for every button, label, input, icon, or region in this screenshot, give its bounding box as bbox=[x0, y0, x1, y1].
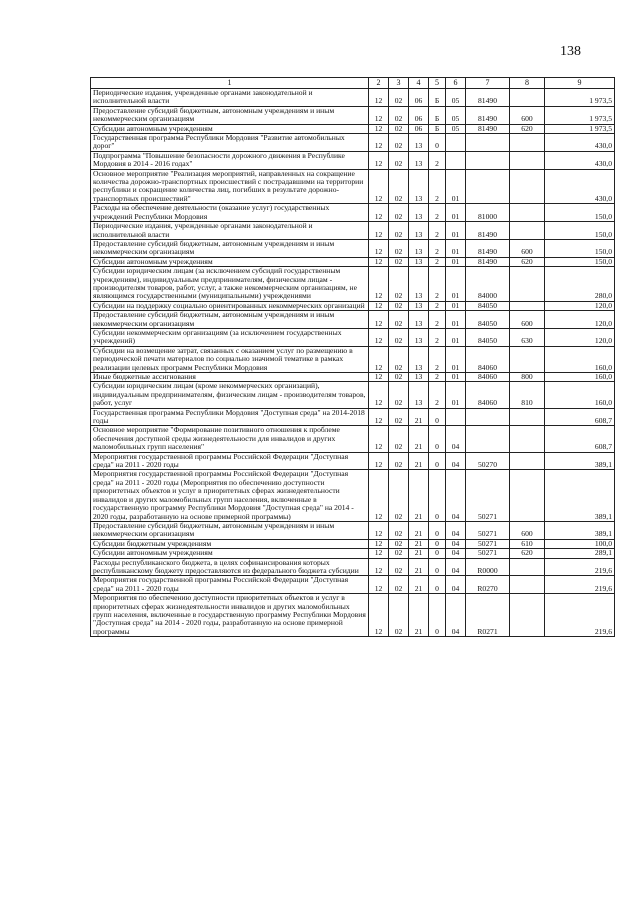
amount-cell: 160,0 bbox=[545, 373, 615, 382]
subprogram-code-cell: Б bbox=[429, 106, 446, 124]
direction-code-cell: 81490 bbox=[466, 89, 510, 107]
subprogram-code-cell: 0 bbox=[429, 594, 446, 637]
row-name-cell: Субсидии на возмещение затрат, связанных с оказанием услуг по размещению в периодической печати материалов по социально значимой тематике в рамках реализации целевых программ Республики Мордовия bbox=[91, 346, 369, 372]
direction-code-cell: 84000 bbox=[466, 267, 510, 302]
amount-cell: 389,1 bbox=[545, 521, 615, 539]
direction-code-cell bbox=[466, 169, 510, 204]
expense-type-code-cell: 630 bbox=[510, 328, 545, 346]
subprogram-code-cell: 2 bbox=[429, 301, 446, 310]
table-row bbox=[91, 521, 615, 539]
subprogram-code-cell: 0 bbox=[429, 452, 446, 470]
row-name-cell: Субсидии автономным учреждениям bbox=[91, 124, 369, 133]
expense-type-code-cell: 620 bbox=[510, 549, 545, 558]
row-name-cell: Субсидии бюджетным учреждениям bbox=[91, 539, 369, 548]
program-code-cell: 21 bbox=[409, 539, 429, 548]
expense-type-code-cell bbox=[510, 169, 545, 204]
event-code-cell: 01 bbox=[446, 311, 466, 329]
direction-code-cell: 84050 bbox=[466, 301, 510, 310]
program-code-cell: 13 bbox=[409, 239, 429, 257]
table-row bbox=[91, 594, 615, 637]
expense-type-code-cell: 600 bbox=[510, 239, 545, 257]
subsection-code-cell: 02 bbox=[389, 558, 409, 576]
event-code-cell bbox=[446, 408, 466, 426]
header-cell: 5 bbox=[429, 78, 446, 89]
amount-cell: 120,0 bbox=[545, 311, 615, 329]
amount-cell: 389,1 bbox=[545, 470, 615, 521]
section-code-cell: 12 bbox=[369, 426, 389, 452]
table-row bbox=[91, 558, 615, 576]
program-code-cell: 13 bbox=[409, 151, 429, 169]
subprogram-code-cell: 0 bbox=[429, 470, 446, 521]
subsection-code-cell: 02 bbox=[389, 311, 409, 329]
table-row bbox=[91, 549, 615, 558]
section-code-cell: 12 bbox=[369, 257, 389, 266]
event-code-cell: 01 bbox=[446, 373, 466, 382]
section-code-cell: 12 bbox=[369, 151, 389, 169]
subprogram-code-cell: 0 bbox=[429, 539, 446, 548]
expense-type-code-cell: 800 bbox=[510, 373, 545, 382]
table-row bbox=[91, 576, 615, 594]
amount-cell: 280,0 bbox=[545, 267, 615, 302]
program-code-cell: 06 bbox=[409, 124, 429, 133]
amount-cell: 120,0 bbox=[545, 328, 615, 346]
amount-cell: 100,0 bbox=[545, 539, 615, 548]
section-code-cell: 12 bbox=[369, 328, 389, 346]
event-code-cell bbox=[446, 151, 466, 169]
table-row bbox=[91, 239, 615, 257]
table-header-row bbox=[91, 78, 615, 89]
program-code-cell: 13 bbox=[409, 267, 429, 302]
expense-type-code-cell bbox=[510, 301, 545, 310]
program-code-cell: 13 bbox=[409, 169, 429, 204]
row-name-cell: Периодические издания, учрежденные органами законодательной и исполнительной власти bbox=[91, 222, 369, 240]
section-code-cell: 12 bbox=[369, 106, 389, 124]
program-code-cell: 21 bbox=[409, 521, 429, 539]
row-name-cell: Предоставление субсидий бюджетным, автономным учреждениям и иным некоммерческим организациям bbox=[91, 311, 369, 329]
table-row bbox=[91, 470, 615, 521]
expense-type-code-cell: 620 bbox=[510, 124, 545, 133]
section-code-cell: 12 bbox=[369, 311, 389, 329]
row-name-cell: Подпрограмма "Повышение безопасности дорожного движения в Республике Мордовия в 2014 - 2016 годах" bbox=[91, 151, 369, 169]
amount-cell: 1 973,5 bbox=[545, 89, 615, 107]
section-code-cell: 12 bbox=[369, 576, 389, 594]
event-code-cell: 04 bbox=[446, 549, 466, 558]
table-row bbox=[91, 267, 615, 302]
table-row bbox=[91, 89, 615, 107]
table-row bbox=[91, 452, 615, 470]
direction-code-cell: R0271 bbox=[466, 594, 510, 637]
page-number: 138 bbox=[560, 44, 581, 59]
event-code-cell: 04 bbox=[446, 558, 466, 576]
header-cell: 1 bbox=[91, 78, 369, 89]
expense-type-code-cell bbox=[510, 346, 545, 372]
amount-cell: 289,1 bbox=[545, 549, 615, 558]
subprogram-code-cell: 0 bbox=[429, 558, 446, 576]
row-name-cell: Расходы на обеспечение деятельности (оказание услуг) государственных учреждений Республики Мордовия bbox=[91, 204, 369, 222]
program-code-cell: 06 bbox=[409, 89, 429, 107]
event-code-cell: 04 bbox=[446, 576, 466, 594]
program-code-cell: 13 bbox=[409, 311, 429, 329]
section-code-cell: 12 bbox=[369, 204, 389, 222]
event-code-cell: 05 bbox=[446, 124, 466, 133]
expense-type-code-cell bbox=[510, 267, 545, 302]
program-code-cell: 21 bbox=[409, 470, 429, 521]
amount-cell: 430,0 bbox=[545, 151, 615, 169]
table-row bbox=[91, 311, 615, 329]
program-code-cell: 21 bbox=[409, 594, 429, 637]
amount-cell: 150,0 bbox=[545, 239, 615, 257]
subprogram-code-cell: 2 bbox=[429, 328, 446, 346]
subsection-code-cell: 02 bbox=[389, 521, 409, 539]
section-code-cell: 12 bbox=[369, 521, 389, 539]
expense-type-code-cell bbox=[510, 594, 545, 637]
row-name-cell: Субсидии юридическим лицам (кроме некоммерческих организаций), индивидуальным предпринимателям, физическим лицам - производителям товаров, работ, услуг bbox=[91, 382, 369, 408]
amount-cell: 150,0 bbox=[545, 204, 615, 222]
row-name-cell: Мероприятия по обеспечению доступности приоритетных объектов и услуг в приоритетных сферах жизнедеятельности инвалидов и других маломобильных групп населения, включенные в государственную программу Республики Мордовия "Доступная среда" на 2014 - 2020 годы, разработанную на основе примерной программы bbox=[91, 594, 369, 637]
row-name-cell: Предоставление субсидий бюджетным, автономным учреждениям и иным некоммерческим организациям bbox=[91, 521, 369, 539]
program-code-cell: 13 bbox=[409, 222, 429, 240]
direction-code-cell: 50271 bbox=[466, 539, 510, 548]
subsection-code-cell: 02 bbox=[389, 470, 409, 521]
subsection-code-cell: 02 bbox=[389, 134, 409, 152]
subsection-code-cell: 02 bbox=[389, 151, 409, 169]
table-row bbox=[91, 169, 615, 204]
subprogram-code-cell: 2 bbox=[429, 222, 446, 240]
table-row bbox=[91, 426, 615, 452]
budget-table bbox=[90, 77, 615, 637]
subsection-code-cell: 02 bbox=[389, 452, 409, 470]
event-code-cell: 05 bbox=[446, 106, 466, 124]
header-cell: 4 bbox=[409, 78, 429, 89]
program-code-cell: 21 bbox=[409, 452, 429, 470]
table-row bbox=[91, 222, 615, 240]
section-code-cell: 12 bbox=[369, 470, 389, 521]
subprogram-code-cell: 2 bbox=[429, 382, 446, 408]
amount-cell: 120,0 bbox=[545, 301, 615, 310]
amount-cell: 430,0 bbox=[545, 169, 615, 204]
subsection-code-cell: 02 bbox=[389, 257, 409, 266]
subsection-code-cell: 02 bbox=[389, 594, 409, 637]
subsection-code-cell: 02 bbox=[389, 576, 409, 594]
expense-type-code-cell: 620 bbox=[510, 257, 545, 266]
expense-type-code-cell bbox=[510, 558, 545, 576]
amount-cell: 1 973,5 bbox=[545, 124, 615, 133]
subprogram-code-cell: 2 bbox=[429, 257, 446, 266]
direction-code-cell: 84050 bbox=[466, 311, 510, 329]
event-code-cell: 04 bbox=[446, 521, 466, 539]
header-cell: 2 bbox=[369, 78, 389, 89]
event-code-cell: 04 bbox=[446, 539, 466, 548]
subsection-code-cell: 02 bbox=[389, 328, 409, 346]
expense-type-code-cell: 600 bbox=[510, 106, 545, 124]
section-code-cell: 12 bbox=[369, 373, 389, 382]
row-name-cell: Государственная программа Республики Мордовия "Доступная среда" на 2014-2018 годы bbox=[91, 408, 369, 426]
program-code-cell: 21 bbox=[409, 576, 429, 594]
program-code-cell: 13 bbox=[409, 373, 429, 382]
subsection-code-cell: 02 bbox=[389, 267, 409, 302]
direction-code-cell: 81490 bbox=[466, 257, 510, 266]
table-row bbox=[91, 106, 615, 124]
subprogram-code-cell: 2 bbox=[429, 169, 446, 204]
program-code-cell: 21 bbox=[409, 549, 429, 558]
amount-cell: 150,0 bbox=[545, 222, 615, 240]
amount-cell: 219,6 bbox=[545, 558, 615, 576]
subprogram-code-cell: 0 bbox=[429, 549, 446, 558]
row-name-cell: Субсидии юридическим лицам (за исключением субсидий государственным учреждениям), индивидуальным предпринимателям, физическим лицам - производителям товаров, работ, услуг, а также некоммерческим организациям, не являющимся государственными (муниципальными) учреждениями bbox=[91, 267, 369, 302]
row-name-cell: Мероприятия государственной программы Российской Федерации "Доступная среда" на 2011 - 2020 годы bbox=[91, 452, 369, 470]
row-name-cell: Расходы республиканского бюджета, в целях софинансирования которых республиканскому бюджету предоставляются из федерального бюджета субсидии bbox=[91, 558, 369, 576]
row-name-cell: Субсидии автономным учреждениям bbox=[91, 257, 369, 266]
event-code-cell: 05 bbox=[446, 89, 466, 107]
event-code-cell: 01 bbox=[446, 328, 466, 346]
program-code-cell: 13 bbox=[409, 134, 429, 152]
subsection-code-cell: 02 bbox=[389, 89, 409, 107]
program-code-cell: 13 bbox=[409, 346, 429, 372]
expense-type-code-cell: 600 bbox=[510, 311, 545, 329]
section-code-cell: 12 bbox=[369, 382, 389, 408]
program-code-cell: 13 bbox=[409, 257, 429, 266]
program-code-cell: 13 bbox=[409, 301, 429, 310]
table-row bbox=[91, 346, 615, 372]
section-code-cell: 12 bbox=[369, 134, 389, 152]
subsection-code-cell: 02 bbox=[389, 549, 409, 558]
event-code-cell: 01 bbox=[446, 204, 466, 222]
subprogram-code-cell: Б bbox=[429, 89, 446, 107]
subsection-code-cell: 02 bbox=[389, 239, 409, 257]
program-code-cell: 13 bbox=[409, 328, 429, 346]
event-code-cell: 04 bbox=[446, 470, 466, 521]
subsection-code-cell: 02 bbox=[389, 124, 409, 133]
event-code-cell: 04 bbox=[446, 426, 466, 452]
table-row bbox=[91, 134, 615, 152]
subprogram-code-cell: 0 bbox=[429, 521, 446, 539]
direction-code-cell: 84060 bbox=[466, 373, 510, 382]
table-row bbox=[91, 204, 615, 222]
direction-code-cell bbox=[466, 426, 510, 452]
row-name-cell: Субсидии автономным учреждениям bbox=[91, 549, 369, 558]
subsection-code-cell: 02 bbox=[389, 106, 409, 124]
program-code-cell: 21 bbox=[409, 426, 429, 452]
event-code-cell: 04 bbox=[446, 452, 466, 470]
table-row bbox=[91, 382, 615, 408]
row-name-cell: Государственная программа Республики Мордовия "Развитие автомобильных дорог" bbox=[91, 134, 369, 152]
event-code-cell: 01 bbox=[446, 346, 466, 372]
row-name-cell: Основное мероприятие "Реализация мероприятий, направленных на сокращение количества дорожно-транспортных происшествий с пострадавшими на территории республики и сокращение количества лиц, погибших в результате дорожно-транспортных происшествий" bbox=[91, 169, 369, 204]
program-code-cell: 13 bbox=[409, 204, 429, 222]
event-code-cell bbox=[446, 134, 466, 152]
subsection-code-cell: 02 bbox=[389, 539, 409, 548]
subsection-code-cell: 02 bbox=[389, 301, 409, 310]
row-name-cell: Предоставление субсидий бюджетным, автономным учреждениям и иным некоммерческим организациям bbox=[91, 106, 369, 124]
subprogram-code-cell: 2 bbox=[429, 151, 446, 169]
direction-code-cell: 50271 bbox=[466, 521, 510, 539]
subprogram-code-cell: 0 bbox=[429, 408, 446, 426]
section-code-cell: 12 bbox=[369, 301, 389, 310]
expense-type-code-cell bbox=[510, 151, 545, 169]
header-cell: 3 bbox=[389, 78, 409, 89]
section-code-cell: 12 bbox=[369, 169, 389, 204]
section-code-cell: 12 bbox=[369, 346, 389, 372]
row-name-cell: Предоставление субсидий бюджетным, автономным учреждениям и иным некоммерческим организациям bbox=[91, 239, 369, 257]
expense-type-code-cell bbox=[510, 204, 545, 222]
subprogram-code-cell: 2 bbox=[429, 267, 446, 302]
subprogram-code-cell: 2 bbox=[429, 346, 446, 372]
section-code-cell: 12 bbox=[369, 267, 389, 302]
header-cell: 9 bbox=[545, 78, 615, 89]
subsection-code-cell: 02 bbox=[389, 408, 409, 426]
section-code-cell: 12 bbox=[369, 89, 389, 107]
subprogram-code-cell: 0 bbox=[429, 134, 446, 152]
row-name-cell: Субсидии некоммерческим организациям (за исключением государственных учреждений) bbox=[91, 328, 369, 346]
direction-code-cell: 50271 bbox=[466, 470, 510, 521]
direction-code-cell: 84050 bbox=[466, 328, 510, 346]
program-code-cell: 13 bbox=[409, 382, 429, 408]
section-code-cell: 12 bbox=[369, 408, 389, 426]
direction-code-cell: 81490 bbox=[466, 239, 510, 257]
event-code-cell: 04 bbox=[446, 594, 466, 637]
amount-cell: 608,7 bbox=[545, 408, 615, 426]
expense-type-code-cell: 810 bbox=[510, 382, 545, 408]
event-code-cell: 01 bbox=[446, 257, 466, 266]
expense-type-code-cell bbox=[510, 134, 545, 152]
subprogram-code-cell: 2 bbox=[429, 311, 446, 329]
amount-cell: 389,1 bbox=[545, 452, 615, 470]
section-code-cell: 12 bbox=[369, 222, 389, 240]
event-code-cell: 01 bbox=[446, 169, 466, 204]
event-code-cell: 01 bbox=[446, 222, 466, 240]
subprogram-code-cell: 2 bbox=[429, 204, 446, 222]
expense-type-code-cell bbox=[510, 452, 545, 470]
row-name-cell: Основное мероприятие "Формирование позитивного отношения к проблеме обеспечения доступной среды жизнедеятельности для инвалидов и других маломобильных групп населения" bbox=[91, 426, 369, 452]
subsection-code-cell: 02 bbox=[389, 169, 409, 204]
direction-code-cell bbox=[466, 151, 510, 169]
row-name-cell: Мероприятия государственной программы Российской Федерации "Доступная среда" на 2011 - 2020 годы (Мероприятия по обеспечению доступности приоритетных объектов и услуг в приоритетных сферах жизнедеятельности инвалидов и других маломобильных групп населения, включенные в государственную программу Республики Мордовия "Доступная среда" на 2014 - 2020 годы, разработанную на основе примерной программы) bbox=[91, 470, 369, 521]
amount-cell: 160,0 bbox=[545, 382, 615, 408]
expense-type-code-cell bbox=[510, 426, 545, 452]
amount-cell: 150,0 bbox=[545, 257, 615, 266]
header-cell: 8 bbox=[510, 78, 545, 89]
section-code-cell: 12 bbox=[369, 124, 389, 133]
amount-cell: 160,0 bbox=[545, 346, 615, 372]
expense-type-code-cell bbox=[510, 408, 545, 426]
table-row bbox=[91, 151, 615, 169]
subsection-code-cell: 02 bbox=[389, 382, 409, 408]
event-code-cell: 01 bbox=[446, 301, 466, 310]
program-code-cell: 06 bbox=[409, 106, 429, 124]
table-row bbox=[91, 328, 615, 346]
direction-code-cell bbox=[466, 408, 510, 426]
direction-code-cell: R0270 bbox=[466, 576, 510, 594]
expense-type-code-cell bbox=[510, 576, 545, 594]
event-code-cell: 01 bbox=[446, 239, 466, 257]
subprogram-code-cell: 0 bbox=[429, 576, 446, 594]
row-name-cell: Периодические издания, учрежденные органами законодательной и исполнительной власти bbox=[91, 89, 369, 107]
subprogram-code-cell: 2 bbox=[429, 239, 446, 257]
amount-cell: 219,6 bbox=[545, 576, 615, 594]
subsection-code-cell: 02 bbox=[389, 222, 409, 240]
amount-cell: 1 973,5 bbox=[545, 106, 615, 124]
section-code-cell: 12 bbox=[369, 594, 389, 637]
expense-type-code-cell bbox=[510, 470, 545, 521]
table-row bbox=[91, 408, 615, 426]
subsection-code-cell: 02 bbox=[389, 426, 409, 452]
subsection-code-cell: 02 bbox=[389, 373, 409, 382]
direction-code-cell: 84060 bbox=[466, 346, 510, 372]
direction-code-cell: 81490 bbox=[466, 106, 510, 124]
row-name-cell: Мероприятия государственной программы Российской Федерации "Доступная среда" на 2011 - 2020 годы bbox=[91, 576, 369, 594]
direction-code-cell: R0000 bbox=[466, 558, 510, 576]
row-name-cell: Иные бюджетные ассигнования bbox=[91, 373, 369, 382]
section-code-cell: 12 bbox=[369, 539, 389, 548]
event-code-cell: 01 bbox=[446, 382, 466, 408]
direction-code-cell: 84060 bbox=[466, 382, 510, 408]
section-code-cell: 12 bbox=[369, 558, 389, 576]
expense-type-code-cell: 610 bbox=[510, 539, 545, 548]
subprogram-code-cell: 0 bbox=[429, 426, 446, 452]
subprogram-code-cell: 2 bbox=[429, 373, 446, 382]
direction-code-cell bbox=[466, 134, 510, 152]
program-code-cell: 21 bbox=[409, 408, 429, 426]
amount-cell: 219,6 bbox=[545, 594, 615, 637]
subsection-code-cell: 02 bbox=[389, 204, 409, 222]
direction-code-cell: 81490 bbox=[466, 124, 510, 133]
expense-type-code-cell: 600 bbox=[510, 521, 545, 539]
program-code-cell: 21 bbox=[409, 558, 429, 576]
section-code-cell: 12 bbox=[369, 239, 389, 257]
amount-cell: 608,7 bbox=[545, 426, 615, 452]
row-name-cell: Субсидии на поддержку социально ориентированных некоммерческих организаций bbox=[91, 301, 369, 310]
event-code-cell: 01 bbox=[446, 267, 466, 302]
direction-code-cell: 50270 bbox=[466, 452, 510, 470]
expense-type-code-cell bbox=[510, 89, 545, 107]
expense-type-code-cell bbox=[510, 222, 545, 240]
subsection-code-cell: 02 bbox=[389, 346, 409, 372]
section-code-cell: 12 bbox=[369, 452, 389, 470]
header-cell: 7 bbox=[466, 78, 510, 89]
section-code-cell: 12 bbox=[369, 549, 389, 558]
amount-cell: 430,0 bbox=[545, 134, 615, 152]
direction-code-cell: 81490 bbox=[466, 222, 510, 240]
subprogram-code-cell: Б bbox=[429, 124, 446, 133]
header-cell: 6 bbox=[446, 78, 466, 89]
direction-code-cell: 50271 bbox=[466, 549, 510, 558]
direction-code-cell: 81000 bbox=[466, 204, 510, 222]
